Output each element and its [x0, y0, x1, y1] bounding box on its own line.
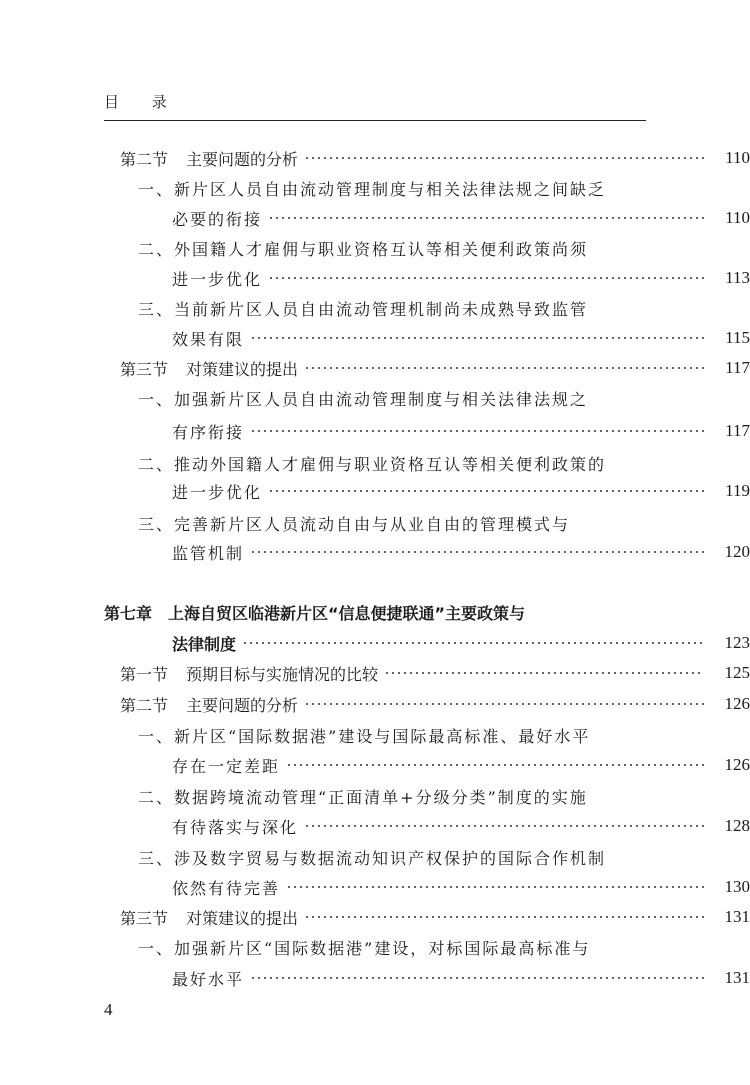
chapter-title: 法律制度 [172, 634, 237, 654]
section-label: 第二节 [120, 149, 169, 169]
dot-leader [250, 430, 704, 432]
page-ref: 130 [724, 877, 750, 896]
page-ref: 117 [725, 421, 750, 440]
toc-subentry-line2[interactable] [0, 478, 750, 504]
dot-leader [304, 367, 704, 369]
toc-subentry-line2[interactable] [0, 418, 750, 444]
dot-leader [268, 490, 704, 492]
toc-chapter-line1[interactable] [0, 599, 750, 625]
subentry-text: 二、数据跨境流动管理“正面清单+分级分类”制度的实施 [138, 787, 588, 807]
section-title: 对策建议的提出 [186, 359, 299, 379]
dot-leader [250, 337, 704, 339]
subentry-text: 一、加强新片区人员自由流动管理制度与相关法律法规之 [138, 389, 589, 409]
toc-subentry-line2[interactable] [0, 752, 750, 778]
subentry-text: 必要的衔接 [172, 209, 263, 229]
toc-chapter-line2[interactable] [0, 630, 750, 656]
page-ref: 119 [725, 481, 750, 500]
toc-subentry-line2[interactable] [0, 265, 750, 291]
subentry-text: 三、当前新片区人员自由流动管理机制尚未成熟导致监管 [138, 299, 589, 319]
page-header [104, 91, 646, 121]
page-ref: 120 [724, 542, 750, 561]
toc-subentry-line2[interactable] [0, 205, 750, 231]
page-ref: 115 [725, 328, 750, 347]
toc-subentry-line1[interactable] [0, 295, 750, 321]
page-ref: 131 [724, 968, 750, 987]
page-ref: 128 [724, 816, 750, 835]
dot-leader [304, 916, 704, 918]
subentry-text: 监管机制 [172, 543, 245, 563]
toc-subentry-line1[interactable] [0, 510, 750, 536]
toc-subentry-line2[interactable] [0, 539, 750, 565]
subentry-text: 效果有限 [172, 329, 245, 349]
page-ref: 126 [724, 755, 750, 774]
section-label: 第三节 [120, 908, 169, 928]
toc-subentry-line2[interactable] [0, 965, 750, 991]
toc-subentry-line1[interactable] [0, 844, 750, 870]
page-ref: 110 [725, 208, 750, 227]
subentry-text: 三、涉及数字贸易与数据流动知识产权保护的国际合作机制 [138, 848, 607, 868]
subentry-text: 最好水平 [172, 969, 245, 989]
subentry-text: 依然有待完善 [172, 878, 281, 898]
toc-section-entry[interactable] [0, 145, 750, 171]
toc-subentry-line1[interactable] [0, 235, 750, 261]
section-title: 主要问题的分析 [186, 149, 299, 169]
toc-section-entry[interactable] [0, 691, 750, 717]
dot-leader [304, 703, 704, 705]
page-number: 4 [104, 1000, 113, 1019]
toc-subentry-line2[interactable] [0, 325, 750, 351]
page-ref: 113 [725, 268, 750, 287]
page-ref: 123 [724, 633, 750, 652]
toc-section-entry[interactable] [0, 355, 750, 381]
toc-subentry-line1[interactable] [0, 783, 750, 809]
toc-section-entry[interactable] [0, 904, 750, 930]
toc-subentry-line1[interactable] [0, 175, 750, 201]
section-title: 对策建议的提出 [186, 908, 299, 928]
subentry-text: 有待落实与深化 [172, 817, 299, 837]
subentry-text: 进一步优化 [172, 482, 263, 502]
section-label: 第二节 [120, 695, 169, 715]
subentry-text: 一、新片区“国际数据港”建设与国际最高标准、最好水平 [138, 726, 591, 746]
subentry-text: 一、加强新片区“国际数据港”建设，对标国际最高标准与 [138, 938, 591, 958]
subentry-text: 存在一定差距 [172, 756, 281, 776]
toc-section-entry[interactable] [0, 660, 750, 686]
dot-leader [286, 886, 704, 888]
dot-leader [268, 277, 704, 279]
subentry-text: 二、推动外国籍人才雇佣与职业资格互认等相关便利政策的 [138, 454, 607, 474]
toc-subentry-line1[interactable] [0, 450, 750, 476]
subentry-text: 二、外国籍人才雇佣与职业资格互认等相关便利政策尚须 [138, 239, 589, 259]
dot-leader [242, 642, 704, 644]
section-label: 第三节 [120, 359, 169, 379]
dot-leader [286, 764, 704, 766]
page-ref: 110 [725, 148, 750, 167]
toc-subentry-line2[interactable] [0, 813, 750, 839]
section-title: 主要问题的分析 [186, 695, 299, 715]
toc-subentry-line2[interactable] [0, 874, 750, 900]
dot-leader [250, 977, 704, 979]
toc-subentry-line1[interactable] [0, 934, 750, 960]
header-rule [104, 120, 646, 121]
dot-leader [384, 672, 704, 674]
subentry-text: 进一步优化 [172, 269, 263, 289]
dot-leader [250, 551, 704, 553]
dot-leader [304, 825, 704, 827]
chapter-title: 第七章 上海自贸区临港新片区“信息便捷联通”主要政策与 [104, 603, 526, 623]
subentry-text: 三、完善新片区人员流动自由与从业自由的管理模式与 [138, 514, 571, 534]
page-ref: 126 [724, 694, 750, 713]
page-ref: 131 [724, 907, 750, 926]
dot-leader [304, 157, 704, 159]
subentry-text: 有序衔接 [172, 422, 245, 442]
header-title: 目 录 [104, 93, 181, 111]
page-ref: 125 [724, 663, 750, 682]
toc-subentry-line1[interactable] [0, 385, 750, 411]
section-title: 预期目标与实施情况的比较 [186, 664, 379, 684]
page-ref: 117 [725, 358, 750, 377]
dot-leader [268, 217, 704, 219]
subentry-text: 一、新片区人员自由流动管理制度与相关法律法规之间缺乏 [138, 179, 607, 199]
section-label: 第一节 [120, 664, 169, 684]
toc-subentry-line1[interactable] [0, 722, 750, 748]
